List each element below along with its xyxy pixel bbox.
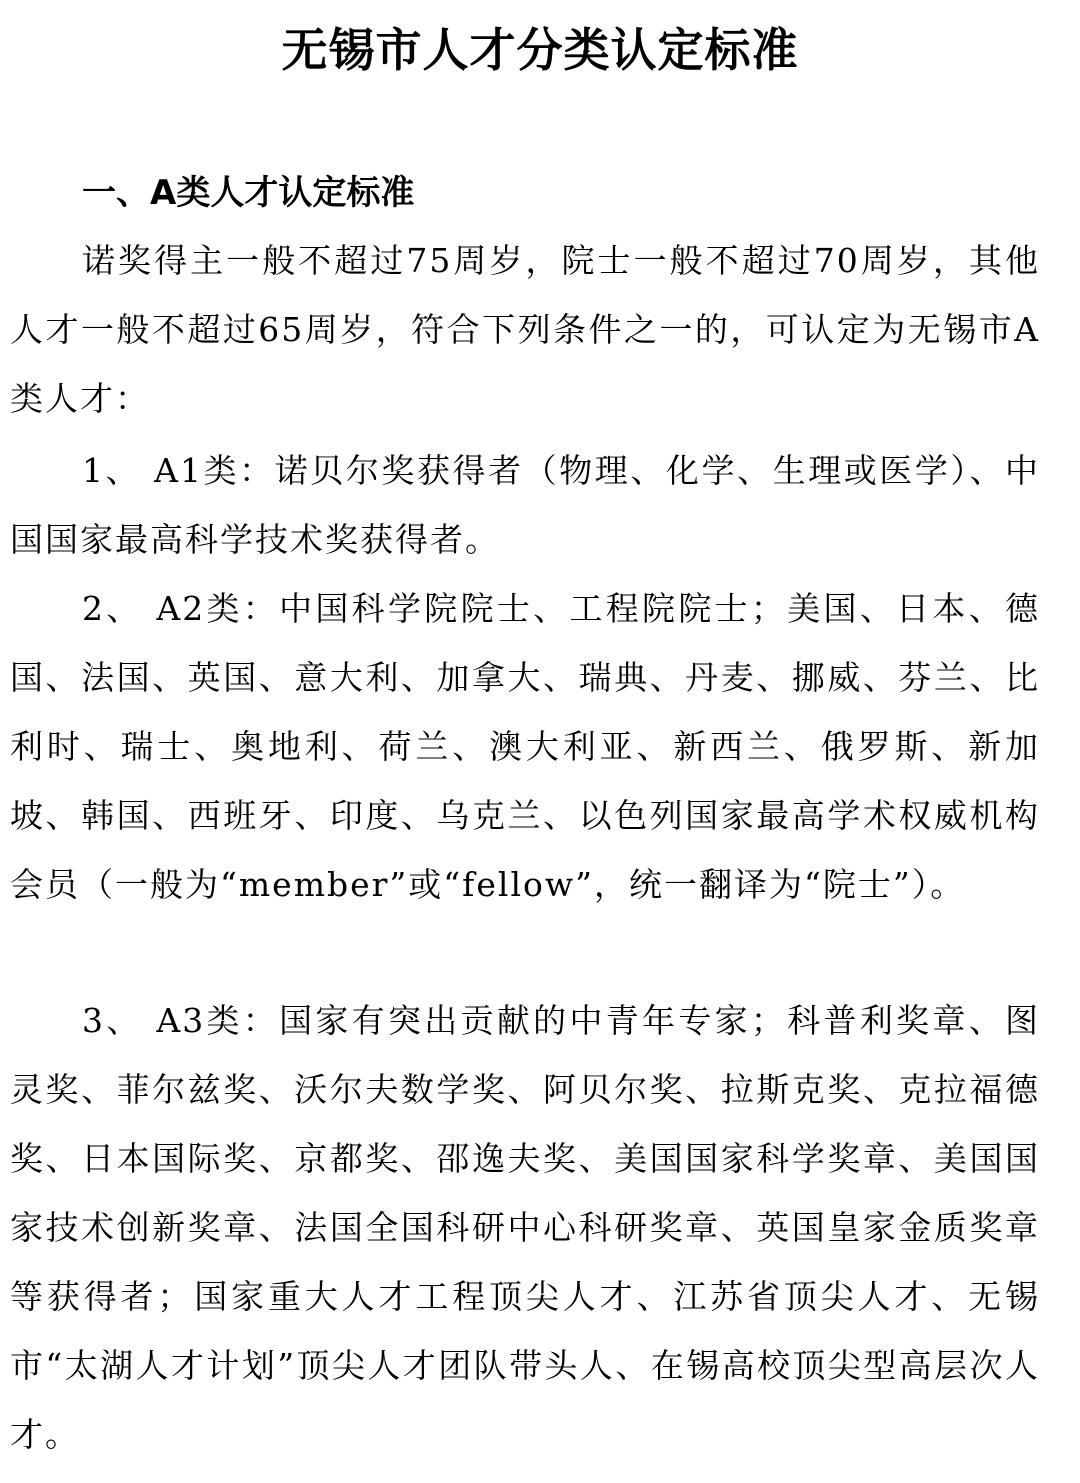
section-heading-a-class: 一、A类人才认定标准 <box>82 173 415 213</box>
intro-paragraph: 诺奖得主一般不超过75周岁，院士一般不超过70周岁，其他人才一般不超过65周岁，符合下列条件之一的，可认定为无锡市A类人才： <box>10 241 1040 418</box>
a1-criteria-paragraph: 1、 A1类：诺贝尔奖获得者（物理、化学、生理或医学）、中国国家最高科学技术奖获得者。 <box>10 451 1040 559</box>
a2-criteria-paragraph: 2、 A2类：中国科学院院士、工程院院士；美国、日本、德国、法国、英国、意大利、加拿大、瑞典、丹麦、挪威、芬兰、比利时、瑞士、奥地利、荷兰、澳大利亚、新西兰、俄罗斯、新加坡、韩国、西班牙、印度、乌克兰、以色列国家最高学术权威机构会员（一般为“member”或“fellow”，统一翻译为“院士”）。 <box>10 589 1040 904</box>
document-title: 无锡市人才分类认定标准 <box>281 23 799 77</box>
a3-criteria-paragraph: 3、 A3类：国家有突出贡献的中青年专家；科普利奖章、图灵奖、菲尔兹奖、沃尔夫数学奖、阿贝尔奖、拉斯克奖、克拉福德奖、日本国际奖、京都奖、邵逸夫奖、美国国家科学奖章、美国国家技术创新奖章、法国全国科研中心科研奖章、英国皇家金质奖章等获得者；国家重大人才工程顶尖人才、江苏省顶尖人才、无锡市“太湖人才计划”顶尖人才团队带头人、在锡高校顶尖型高层次人才。 <box>10 1001 1040 1454</box>
